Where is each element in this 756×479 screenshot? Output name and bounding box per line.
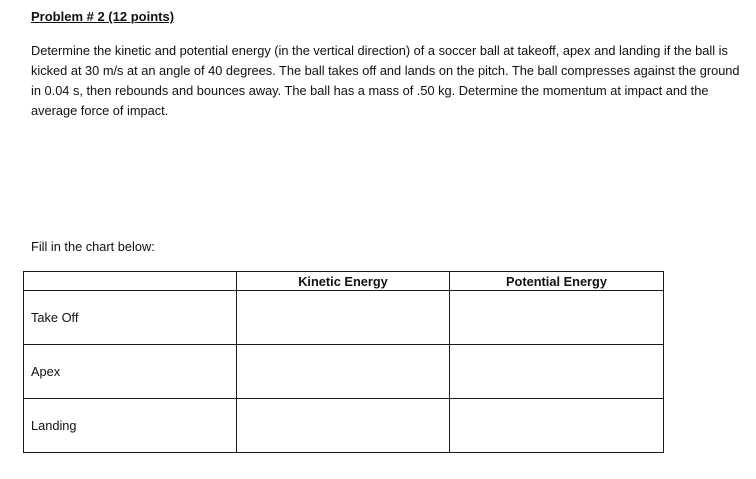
table-row-landing: [24, 399, 664, 453]
row-label-apex: Apex: [24, 345, 237, 399]
row-label-take-off: Take Off: [24, 291, 237, 345]
cell-take-off-potential[interactable]: [450, 291, 664, 345]
cell-landing-kinetic[interactable]: [237, 399, 450, 453]
cell-landing-potential[interactable]: [450, 399, 664, 453]
cell-apex-potential[interactable]: [450, 345, 664, 399]
table-row-take-off: [24, 291, 664, 345]
cell-apex-kinetic[interactable]: [237, 345, 450, 399]
cell-take-off-kinetic[interactable]: [237, 291, 450, 345]
row-label-landing: Landing: [24, 399, 237, 453]
header-potential-energy: Potential Energy: [450, 272, 664, 291]
problem-heading: Problem # 2 (12 points): [31, 9, 175, 24]
table-row-apex: [24, 345, 664, 399]
chart-instruction: Fill in the chart below:: [31, 239, 155, 254]
header-kinetic-energy: Kinetic Energy: [237, 272, 450, 291]
table-header-row: [24, 272, 664, 291]
header-corner-cell: [24, 272, 237, 291]
energy-chart-table: [23, 271, 664, 453]
problem-statement: Determine the kinetic and potential energy (in the vertical direction) of a soccer ball at takeoff, apex and landing if the ball is kicked at 30 m/s at an angle of 40 degrees. The ball takes off and lands on the pitch. The ball compresses against the ground in 0.04 s, then rebounds and bounces away. The ball has a mass of .50 kg. Determine the momentum at impact and the average force of impact.: [31, 43, 740, 118]
